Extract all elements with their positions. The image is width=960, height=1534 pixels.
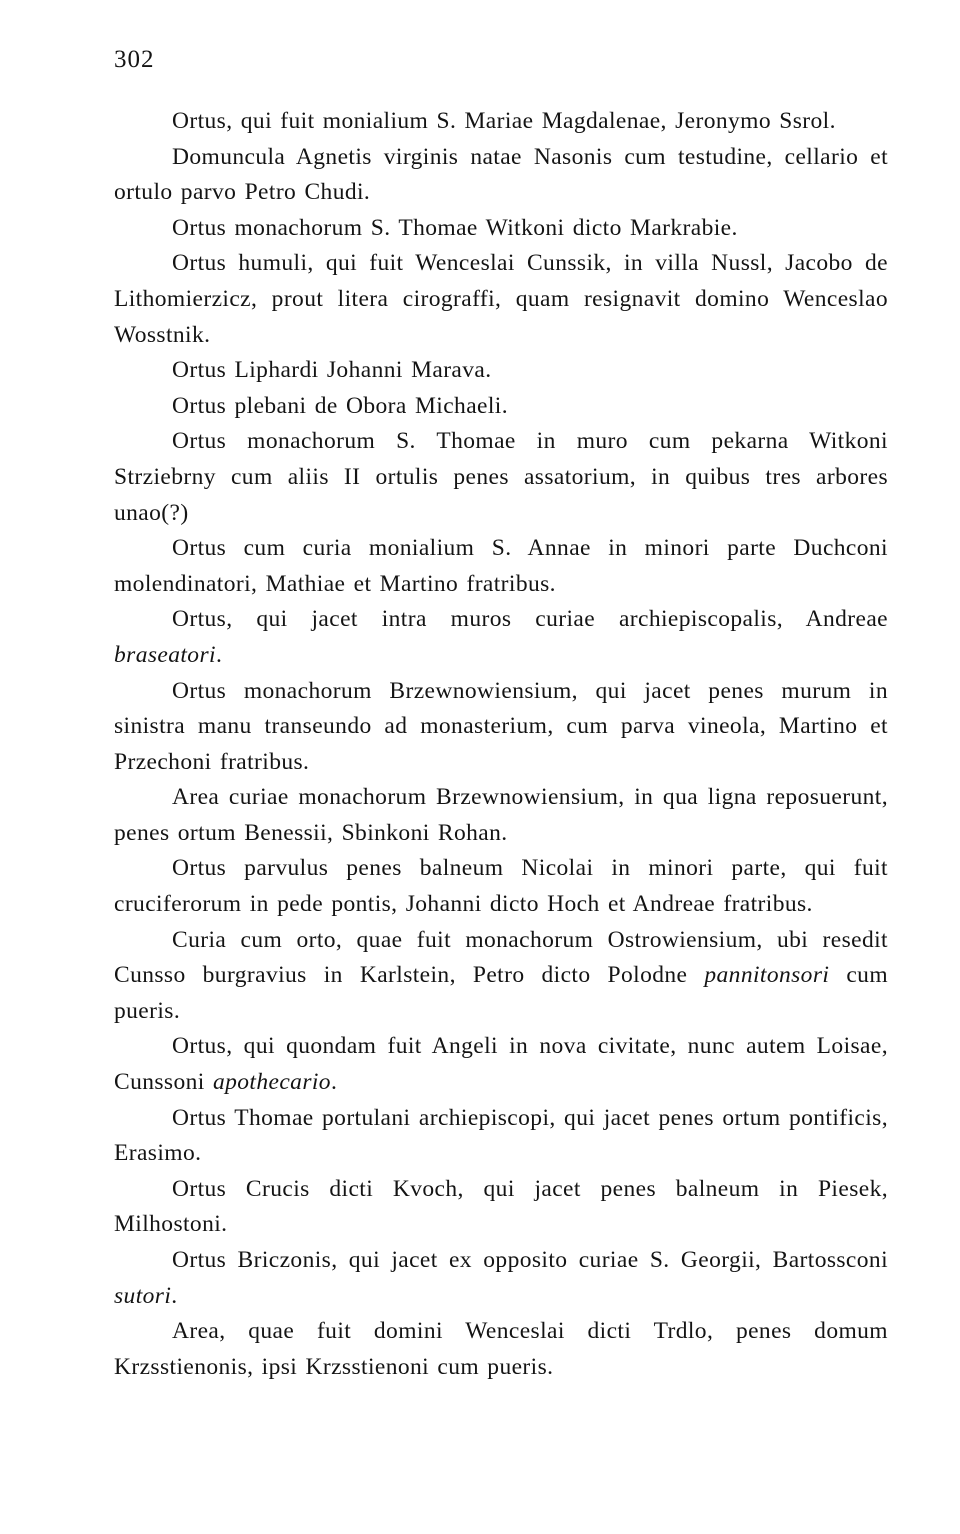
entry: Ortus Crucis dicti Kvoch, qui jacet penes balneum in Piesek, Milhostoni. bbox=[114, 1175, 888, 1238]
page-number: 302 bbox=[114, 46, 155, 73]
entry: Ortus, qui jacet intra muros curiae archiepiscopalis, Andreae braseatori. bbox=[114, 606, 888, 668]
entry: Curia cum orto, quae fuit monachorum Ostrowiensium, ubi resedit Cunsso burgravius in Karlstein, Petro dicto Polodne pannitonsori cum pueris. bbox=[114, 926, 888, 1024]
entry: Ortus Briczonis, qui jacet ex opposito curiae S. Georgii, Bartossconi sutori. bbox=[114, 1247, 888, 1309]
entry: Ortus Thomae portulani archiepiscopi, qui jacet penes ortum pontificis, Erasimo. bbox=[114, 1104, 888, 1167]
entry: Domuncula Agnetis virginis natae Nasonis cum testudine, cellario et ortulo parvo Petro Chudi. bbox=[114, 143, 888, 206]
entry: Ortus Liphardi Johanni Marava. bbox=[172, 357, 492, 384]
entry: Ortus humuli, qui fuit Wenceslai Cunssik, in villa Nussl, Jacobo de Lithomierzicz, prout litera cirograffi, quam resignavit domino Wenceslao Wosstnik. bbox=[114, 250, 888, 348]
entry: Ortus cum curia monialium S. Annae in minori parte Duchconi molendinatori, Mathiae et Martino fratribus. bbox=[114, 535, 888, 597]
entry: Area curiae monachorum Brzewnowiensium, in qua ligna reposuerunt, penes ortum Benessii, Sbinkoni Rohan. bbox=[114, 784, 888, 846]
entry: Ortus monachorum S. Thomae Witkoni dicto Markrabie. bbox=[172, 214, 738, 241]
entry: Area, quae fuit domini Wenceslai dicti Trdlo, penes domum Krzsstienonis, ipsi Krzsstienoni cum pueris. bbox=[114, 1318, 888, 1380]
entry: Ortus plebani de Obora Michaeli. bbox=[172, 392, 508, 419]
italic-term: pannitonsori bbox=[704, 962, 830, 989]
page-body bbox=[114, 104, 888, 1385]
italic-term: braseatori bbox=[114, 641, 216, 668]
entry: Ortus, qui fuit monialium S. Mariae Magdalenae, Jeronymo Ssrol. bbox=[172, 108, 836, 134]
entry: Ortus monachorum Brzewnowiensium, qui jacet penes murum in sinistra manu transeundo ad monasterium, cum parva vineola, Martino et Przechoni fratribus. bbox=[114, 677, 888, 775]
entry: Ortus monachorum S. Thomae in muro cum pekarna Witkoni Strziebrny cum aliis II ortulis penes assatorium, in quibus tres arbores unao(?) bbox=[114, 428, 888, 526]
entry: Ortus, qui quondam fuit Angeli in nova civitate, nunc autem Loisae, Cunssoni apothecario. bbox=[114, 1033, 888, 1096]
italic-term: sutori bbox=[114, 1282, 172, 1309]
italic-term: apothecario bbox=[212, 1069, 331, 1096]
entry: Ortus parvulus penes balneum Nicolai in minori parte, qui fuit cruciferorum in pede pontis, Johanni dicto Hoch et Andreae fratribus. bbox=[114, 855, 888, 918]
